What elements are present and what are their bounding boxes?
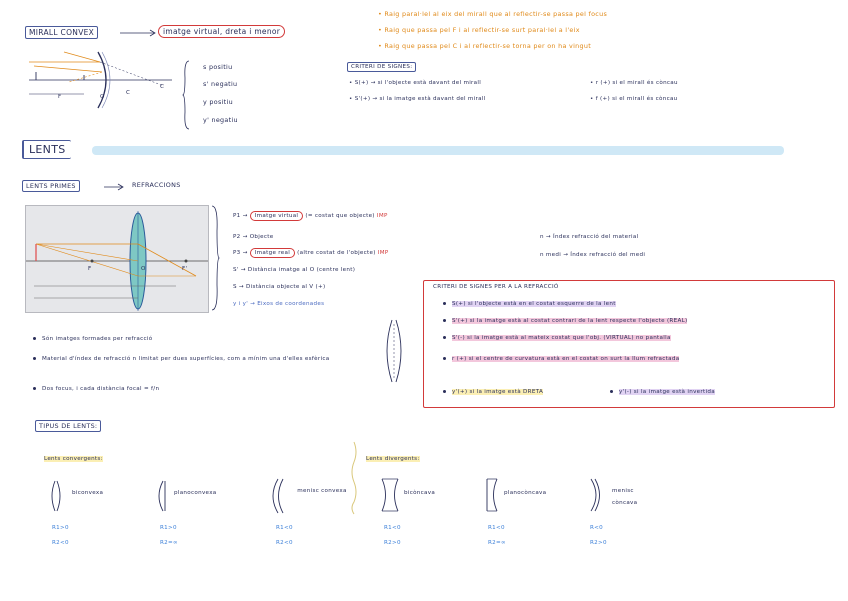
radius-value: R2<0: [276, 540, 293, 546]
mirror-sign-item: s positiu: [203, 63, 233, 71]
convex-mirror-diagram: [24, 50, 174, 110]
refraction-note: n → Índex refracció del material: [540, 234, 639, 240]
mirror-criteri-item: • S(+) → si l'objecte està davant del mirall: [349, 80, 482, 86]
radius-value: R1>0: [52, 525, 69, 531]
lens-type-name: planoconvexa: [174, 490, 217, 496]
ray-note: • Raig paral·lel al eix del mirall que al reflectir-se passa pel focus: [378, 10, 608, 18]
radius-value: R1<0: [384, 525, 401, 531]
diagram-label-o: O: [100, 94, 105, 100]
lents-heading: LENTS: [22, 140, 71, 159]
diagram-label-f2: F': [182, 266, 188, 272]
mirror-sign-item: s' negatiu: [203, 80, 238, 88]
brace-icon: [211, 205, 219, 311]
lens-type-name: bicòncava: [404, 490, 436, 496]
radius-value: R1<0: [276, 525, 293, 531]
refraction-sign-item: S'(-) si la imatge està al mateix costat que l'obj. (VIRTUAL) no pantalla: [443, 335, 671, 341]
planoconvex-lens-icon: [154, 480, 168, 512]
lents-subheading-arrow: REFRACCIONS: [132, 181, 181, 189]
lens-diagram: [25, 205, 209, 313]
lens-note: P3 → Imatge real (altre costat de l'objecte) IMP: [233, 250, 389, 256]
biconvex-lens-icon: [48, 480, 64, 512]
mirror-title: MIRALL CONVEX: [25, 26, 98, 39]
refraction-sign-item: S'(+) si la imatge està al costat contrari de la lent respecte l'objecte (REAL): [443, 318, 687, 324]
meniscus-convex-lens-icon: [268, 478, 286, 514]
mirror-criteri-title: CRITERI DE SIGNES:: [347, 62, 416, 72]
ray-note: • Raig que passa pel F i al reflectir-se surt paral·lel a l'eix: [378, 26, 580, 34]
biconcave-lens-icon: [380, 478, 400, 512]
divider-wavy: [350, 442, 358, 514]
arrow-icon: [104, 184, 126, 190]
lens-property: Dos focus, i cada distància focal = f/n: [33, 386, 159, 392]
lents-subheading: LENTS PRIMES: [22, 180, 80, 192]
mirror-criteri-item: • r (+) si el mirall és còncau: [590, 80, 678, 86]
lens-type-name: menisc còncava: [612, 488, 638, 506]
mirror-sign-item: y' negatiu: [203, 116, 238, 124]
planoconcave-lens-icon: [484, 478, 500, 512]
radius-value: R2=∞: [160, 540, 178, 546]
lens-note: S → Distància objecte al V (+): [233, 284, 326, 290]
radius-value: R1>0: [160, 525, 177, 531]
refraction-sign-item: r (+) si el centre de curvatura està en el costat on surt la llum refractada: [443, 352, 823, 367]
lens-note: y i y' → Eixos de coordenades: [233, 301, 325, 307]
mirror-summary: imatge virtual, dreta i menor: [158, 25, 285, 38]
meniscus-concave-lens-icon: [588, 478, 606, 512]
lens-type-name: planocòncava: [504, 490, 547, 496]
heading-highlight-bar: [92, 146, 784, 155]
lens-types-title: TIPUS DE LENTS:: [35, 420, 101, 432]
lens-property: Material d'índex de refracció n limitat per dues superfícies, com a mínim una d'elles esfèrica: [33, 352, 373, 367]
refraction-sign-item: y'(-) si la imatge està invertida: [610, 389, 715, 395]
diagram-label-f: F: [88, 266, 92, 272]
lens-type-name: biconvexa: [72, 490, 104, 496]
radius-value: R2=∞: [488, 540, 506, 546]
refraction-signs-title: CRITERI DE SIGNES PER A LA REFRACCIÓ: [433, 284, 559, 290]
lens-type-name: menisc convexa: [297, 488, 347, 494]
diagram-label-f: F: [58, 94, 62, 100]
radius-value: R2>0: [384, 540, 401, 546]
diverging-title: Lents divergents:: [366, 456, 420, 462]
arrow-icon: [120, 30, 160, 36]
radius-value: R<0: [590, 525, 604, 531]
mirror-criteri-item: • f (+) si el mirall és còncau: [590, 96, 678, 102]
diagram-label-c: C: [126, 90, 131, 96]
ray-note: • Raig que passa pel C i al reflectir-se torna per on ha vingut: [378, 42, 592, 50]
refraction-note: n medi → Índex refracció del medi: [540, 252, 646, 258]
lens-note: P2 → Objecte: [233, 234, 274, 240]
radius-value: R1<0: [488, 525, 505, 531]
radius-value: R2>0: [590, 540, 607, 546]
mirror-criteri-item: • S'(+) → si la imatge està davant del mirall: [349, 96, 486, 102]
lens-property: Són imatges formades per refracció: [33, 336, 152, 342]
refraction-sign-item: y'(+) si la imatge està DRETA: [443, 389, 543, 395]
diagram-label-c2: C: [160, 84, 165, 90]
lens-note: P1 → Imatge virtual (= costat que objecte) IMP: [233, 213, 388, 219]
refraction-sign-item: S(+) si l'objecte està en el costat esquerre de la lent: [443, 301, 616, 307]
biconvex-lens-sketch: [382, 318, 406, 384]
converging-title: Lents convergents:: [44, 456, 103, 462]
diagram-label-o: O: [141, 266, 146, 272]
lens-note: S' → Distància imatge al O (centre lent): [233, 267, 356, 273]
mirror-sign-item: y positiu: [203, 98, 233, 106]
brace-icon: [183, 60, 191, 130]
radius-value: R2<0: [52, 540, 69, 546]
